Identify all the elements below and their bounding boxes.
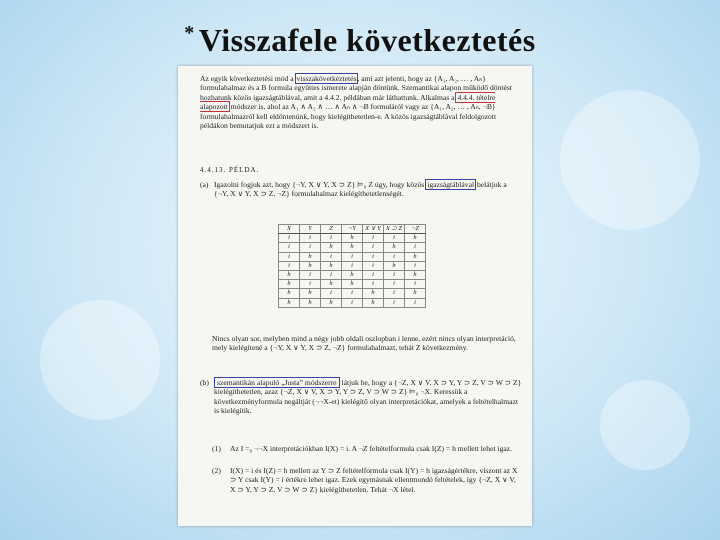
truth-table-cell: i xyxy=(321,271,342,280)
truth-table-cell: i xyxy=(363,280,384,289)
truth-table-cell: h xyxy=(300,289,321,298)
truth-table-cell: h xyxy=(405,271,426,280)
truth-table-cell: i xyxy=(321,234,342,243)
step-text: Az I =₀ ¬¬X interpretációkban I(X) = i. A ¬Z feltételformula csak I(Z) = h mellett lehet igaz. xyxy=(230,444,512,453)
truth-table-cell: i xyxy=(384,252,405,261)
truth-table-cell: i xyxy=(405,243,426,252)
truth-table-cell: h xyxy=(342,271,363,280)
slide-title-text: Visszafele következtetés xyxy=(198,22,536,58)
truth-table-cell: h xyxy=(342,280,363,289)
truth-table-row xyxy=(279,234,426,243)
truth-table-cell: i xyxy=(384,234,405,243)
step-label: (2) xyxy=(212,466,221,475)
part-a-paragraph xyxy=(214,180,522,199)
intro-paragraph xyxy=(200,74,522,130)
step-label: (1) xyxy=(212,444,221,453)
truth-table-cell: h xyxy=(279,289,300,298)
truth-table-cell: h xyxy=(279,298,300,307)
truth-table-row xyxy=(279,280,426,289)
truth-table-cell: h xyxy=(405,289,426,298)
truth-table-row xyxy=(279,252,426,261)
example-title: 4.4.13. PÉLDA. xyxy=(200,166,260,174)
part-a-text-2: belátjuk a {¬Y, X ∨ Y, X ⊃ Z, ¬Z} formulahalmaz kielégíthetetlenségét. xyxy=(214,180,507,199)
background-bokeh xyxy=(560,90,700,230)
truth-table-cell: h xyxy=(321,280,342,289)
truth-table-cell: h xyxy=(384,261,405,270)
intro-text-2: , ami azt jelenti, hogy az {A₁, A₂, … , Aₙ} formulahalmaz és a B formula együttes ismerete alapján döntünk. Szemantikai alapon működő döntést hozhatunk közös igazságtáblával, amit a 4.4.2. példában már láthattunk. Alkalmas a xyxy=(200,74,512,102)
truth-table-header: ¬Z xyxy=(405,225,426,234)
highlight-igazsagtablaval: igazságtáblával xyxy=(427,180,475,189)
truth-table-cell: i xyxy=(363,271,384,280)
truth-table-cell: h xyxy=(363,298,384,307)
truth-table-cell: i xyxy=(363,252,384,261)
truth-table-row xyxy=(279,298,426,307)
part-a-text-1: Igazolni fogjuk azt, hogy {¬Y, X ∨ Y, X ⊃ Z} ⊨₀ Z úgy, hogy közös xyxy=(214,180,425,189)
truth-table-header: Y xyxy=(300,225,321,234)
step-text: I(X) = i és I(Z) = h mellett az Y ⊃ Z feltételformula csak I(Y) = h igazságértékre, viszont az X ⊃ Y csak I(Y) = i értékre lehet igaz. Ezek egymásnak ellentmondó feltételek, így {¬Z, X ∨ V, X ⊃ Y, Y ⊃ Z, V ⊃ W ⊃ Z} kielégíthetetlen. Tehát ¬X létel. xyxy=(230,466,518,494)
truth-table-cell: i xyxy=(300,280,321,289)
truth-table-cell: i xyxy=(342,261,363,270)
part-b-text: látjuk be, hogy a {¬Z, X ∨ V, X ⊃ Y, Y ⊃ Z, V ⊃ W ⊃ Z} kielégíthetetlen, azaz {¬Z, X ∨ V, X ⊃ Y, Y ⊃ Z, V ⊃ W ⊃ Z} ⊨₀ ¬X. Keressük a következményformula negáltját (¬¬X-et) kielégítő olyan interpretációkat, amelyek a feltételhalmazt is kielégítik. xyxy=(214,378,522,416)
highlight-justa-method: szemantikán alapuló „Justa” módszerre xyxy=(214,377,340,388)
truth-table-cell: h xyxy=(300,261,321,270)
truth-table-cell: i xyxy=(405,261,426,270)
truth-table-cell: i xyxy=(384,280,405,289)
truth-table-cell: i xyxy=(384,289,405,298)
truth-table-cell: i xyxy=(300,271,321,280)
truth-table-cell: h xyxy=(384,243,405,252)
truth-table-cell: h xyxy=(342,234,363,243)
truth-table-cell: i xyxy=(405,298,426,307)
truth-table-cell: h xyxy=(405,252,426,261)
bullet-star-icon: * xyxy=(184,22,195,44)
truth-table-cell: h xyxy=(342,243,363,252)
truth-table-row xyxy=(279,261,426,270)
highlight-visszakovetkeztetes: visszakövetkeztetés xyxy=(296,74,357,83)
truth-table-cell: i xyxy=(342,298,363,307)
intro-text-1: Az egyik következtetési mód a xyxy=(200,74,294,83)
truth-table-cell: i xyxy=(279,234,300,243)
truth-table-cell: i xyxy=(405,280,426,289)
highlight-theorem-reference: 4.4.4. tételre alapozott xyxy=(200,92,496,112)
truth-table-cell: i xyxy=(363,243,384,252)
truth-table-header: ¬Y xyxy=(342,225,363,234)
truth-table-cell: h xyxy=(321,298,342,307)
truth-table-row xyxy=(279,243,426,252)
truth-table-cell: h xyxy=(279,280,300,289)
truth-table xyxy=(278,224,426,308)
intro-text-3: módszer is, ahol az A₁ ∧ A₂ ∧ … ∧ Aₙ ∧ ¬B formuláról vagy az {A₁, A₂, … , Aₙ, ¬B} formulahalmazról kell eldöntenünk, hogy kielégíthetetlen-e. A közös igazságtáblával feldolgozott példákon bemutatjuk ezt a módszert is. xyxy=(200,102,497,131)
truth-table-header: X ⊃ Z xyxy=(384,225,405,234)
truth-table-header: X xyxy=(279,225,300,234)
part-b-paragraph xyxy=(214,378,522,416)
truth-table-cell: h xyxy=(321,261,342,270)
truth-table-cell: h xyxy=(321,243,342,252)
slide-title xyxy=(0,22,720,59)
truth-table-cell: i xyxy=(279,243,300,252)
part-a-label: (a) xyxy=(200,180,209,189)
truth-table-cell: i xyxy=(384,271,405,280)
truth-table-cell: i xyxy=(300,243,321,252)
truth-table-cell: i xyxy=(363,234,384,243)
truth-table-cell: i xyxy=(279,252,300,261)
background-bokeh xyxy=(600,380,690,470)
truth-table-row xyxy=(279,271,426,280)
truth-table-cell: i xyxy=(300,234,321,243)
truth-table-cell: h xyxy=(279,271,300,280)
truth-table-cell: h xyxy=(300,252,321,261)
truth-table-cell: i xyxy=(342,252,363,261)
truth-table-header: X ∨ Y xyxy=(363,225,384,234)
truth-table-cell: h xyxy=(300,298,321,307)
truth-table-cell: i xyxy=(321,289,342,298)
after-table-paragraph: Nincs olyan sor, melyben mind a négy jobb oldali oszlopban i lenne, ezért nincs olyan interpretáció, mely kielégítené a {¬Y, X ∨ Y, X ⊃ Z, ¬Z} formulahalmazt, tehát Z következmény. xyxy=(212,334,516,353)
truth-table-cell: i xyxy=(384,298,405,307)
scanned-document-page xyxy=(178,66,532,526)
truth-table-header-row xyxy=(279,225,426,234)
background-bokeh xyxy=(40,300,160,420)
truth-table-cell: i xyxy=(363,261,384,270)
truth-table-cell: h xyxy=(363,289,384,298)
truth-table-cell: i xyxy=(279,261,300,270)
truth-table-header: Z xyxy=(321,225,342,234)
truth-table-cell: i xyxy=(342,289,363,298)
part-b-label: (b) xyxy=(200,378,209,387)
truth-table-cell: h xyxy=(405,234,426,243)
truth-table-cell: i xyxy=(321,252,342,261)
truth-table-row xyxy=(279,289,426,298)
